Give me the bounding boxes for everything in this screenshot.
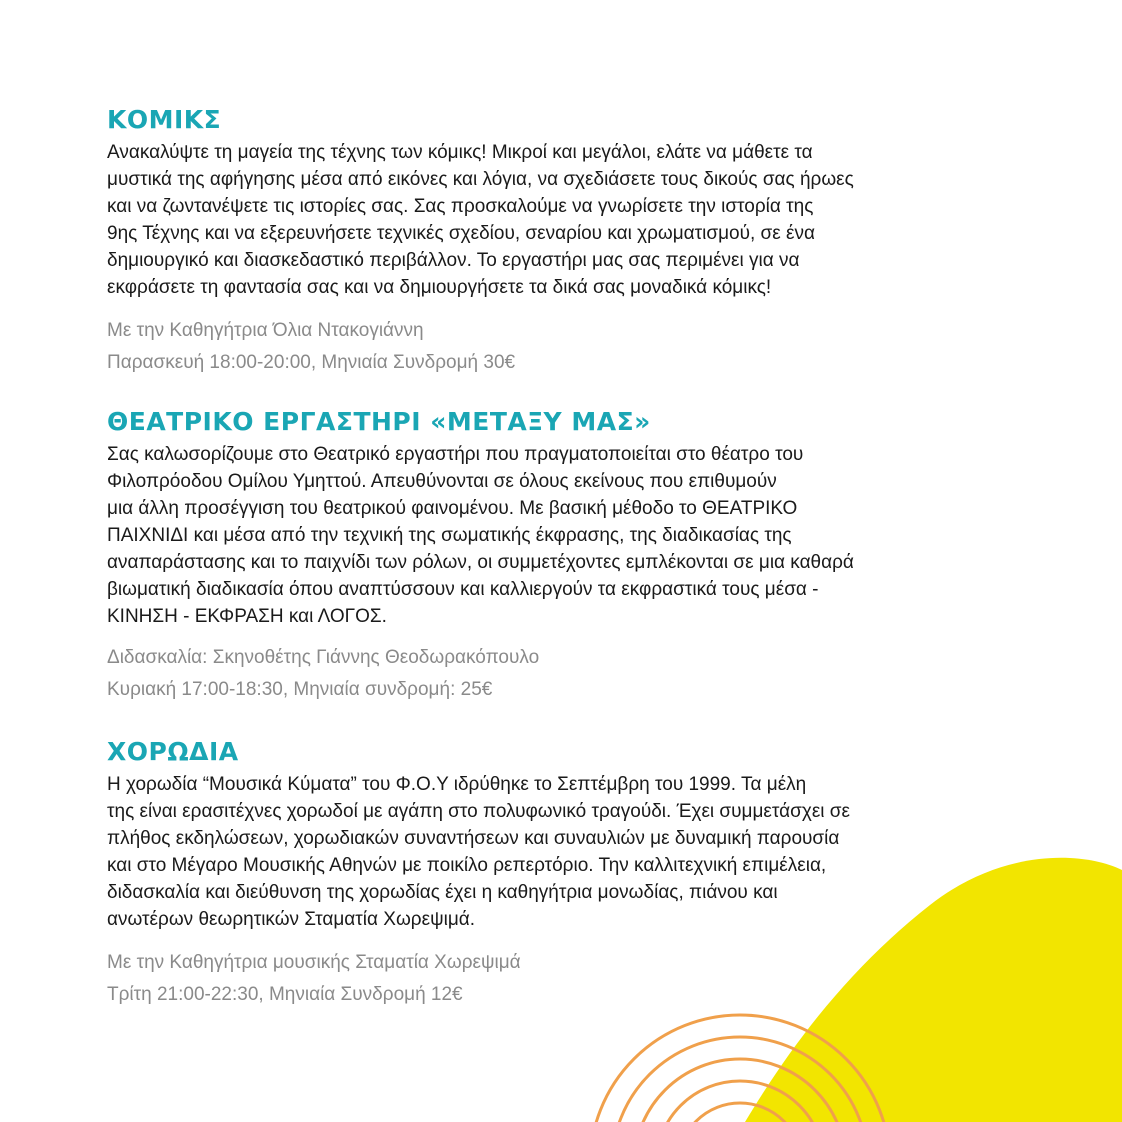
section-choir <box>107 733 1007 1011</box>
instructor-text: Με την Καθηγήτρια Όλια Ντακογιάννη <box>107 320 424 341</box>
description-line: ανωτέρων θεωρητικών Σταματία Χωρεψιμά. <box>107 909 476 930</box>
section-title: ΧΟΡΩΔΙΑ <box>107 737 239 766</box>
section-description <box>107 139 1007 301</box>
description-line: αναπαράστασης και το παιχνίδι των ρόλων, οι συμμετέχοντες εμπλέκονται σε μια καθαρά <box>107 552 854 573</box>
description-line: Σας καλωσορίζουμε στο Θεατρικό εργαστήρι που πραγματοποιείται στο θέατρο του <box>107 444 804 465</box>
description-line: 9ης Τέχνης και να εξερευνήσετε τεχνικές σχεδίου, σεναρίου και χρωματισμού, σε ένα <box>107 223 815 244</box>
instructor-text: Διδασκαλία: Σκηνοθέτης Γιάννης Θεοδωρακόπουλο <box>107 647 540 668</box>
schedule-fee-text: Παρασκευή 18:00-20:00, Μηνιαία Συνδρομή 30€ <box>107 352 516 373</box>
schedule-fee-text: Τρίτη 21:00-22:30, Μηνιαία Συνδρομή 12€ <box>107 984 463 1005</box>
description-line: πλήθος εκδηλώσεων, χορωδιακών συναντήσεων και συναυλιών με δυναμική παρουσία <box>107 828 840 849</box>
description-line: ΚΙΝΗΣΗ - ΕΚΦΡΑΣΗ και ΛΟΓΟΣ. <box>107 606 387 627</box>
section-meta <box>107 947 1007 1011</box>
instructor-text: Με την Καθηγήτρια μουσικής Σταματία Χωρεψιμά <box>107 952 521 973</box>
schedule-fee-text: Κυριακή 17:00-18:30, Μηνιαία συνδρομή: 25€ <box>107 679 493 700</box>
description-line: βιωματική διαδικασία όπου αναπτύσσουν και καλλιεργούν τα εκφραστικά τους μέσα - <box>107 579 819 600</box>
description-line: και στο Μέγαρο Μουσικής Αθηνών με ποικίλο ρεπερτόριο. Την καλλιτεχνική επιμέλεια, <box>107 855 827 876</box>
description-line: διδασκαλία και διεύθυνση της χορωδίας έχει η καθηγήτρια μονωδίας, πιάνου και <box>107 882 778 903</box>
section-meta <box>107 642 1007 706</box>
section-description <box>107 771 1007 933</box>
description-line: Ανακαλύψτε τη μαγεία της τέχνης των κόμικς! Μικροί και μεγάλοι, ελάτε να μάθετε τα <box>107 142 813 163</box>
section-meta <box>107 315 1007 379</box>
section-theatre-workshop <box>107 403 1007 706</box>
description-line: της είναι ερασιτέχνες χορωδοί με αγάπη στο πολυφωνικό τραγούδι. Έχει συμμετάσχει σε <box>107 801 850 822</box>
description-line: Φιλοπρόοδου Ομίλου Υμηττού. Απευθύνονται σε όλους εκείνους που επιθυμούν <box>107 471 777 492</box>
section-description <box>107 441 1007 630</box>
description-line: Η χορωδία “Μουσικά Κύματα” του Φ.Ο.Υ ιδρύθηκε το Σεπτέμβρη του 1999. Τα μέλη <box>107 774 807 795</box>
section-comics <box>107 101 1007 379</box>
section-title: ΚΟΜΙΚΣ <box>107 105 222 134</box>
description-line: μυστικά της αφήγησης μέσα από εικόνες και λόγια, να σχεδιάσετε τους δικούς σας ήρωες <box>107 169 854 190</box>
description-line: μια άλλη προσέγγιση του θεατρικού φαινομένου. Με βασική μέθοδο το ΘΕΑΤΡΙΚΟ <box>107 498 798 519</box>
description-line: ΠΑΙΧΝΙΔΙ και μέσα από την τεχνική της σωματικής έκφρασης, της διαδικασίας της <box>107 525 792 546</box>
description-line: εκφράσετε τη φαντασία σας και να δημιουργήσετε τα δικά σας μοναδικά κόμικς! <box>107 277 772 298</box>
description-line: και να ζωντανέψετε τις ιστορίες σας. Σας προσκαλούμε να γνωρίσετε την ιστορία της <box>107 196 814 217</box>
description-line: δημιουργικό και διασκεδαστικό περιβάλλον. Το εργαστήρι μας σας περιμένει για να <box>107 250 800 271</box>
section-title: ΘΕΑΤΡΙΚΟ ΕΡΓΑΣΤΗΡΙ «ΜΕΤΑΞΥ ΜΑΣ» <box>107 407 651 436</box>
